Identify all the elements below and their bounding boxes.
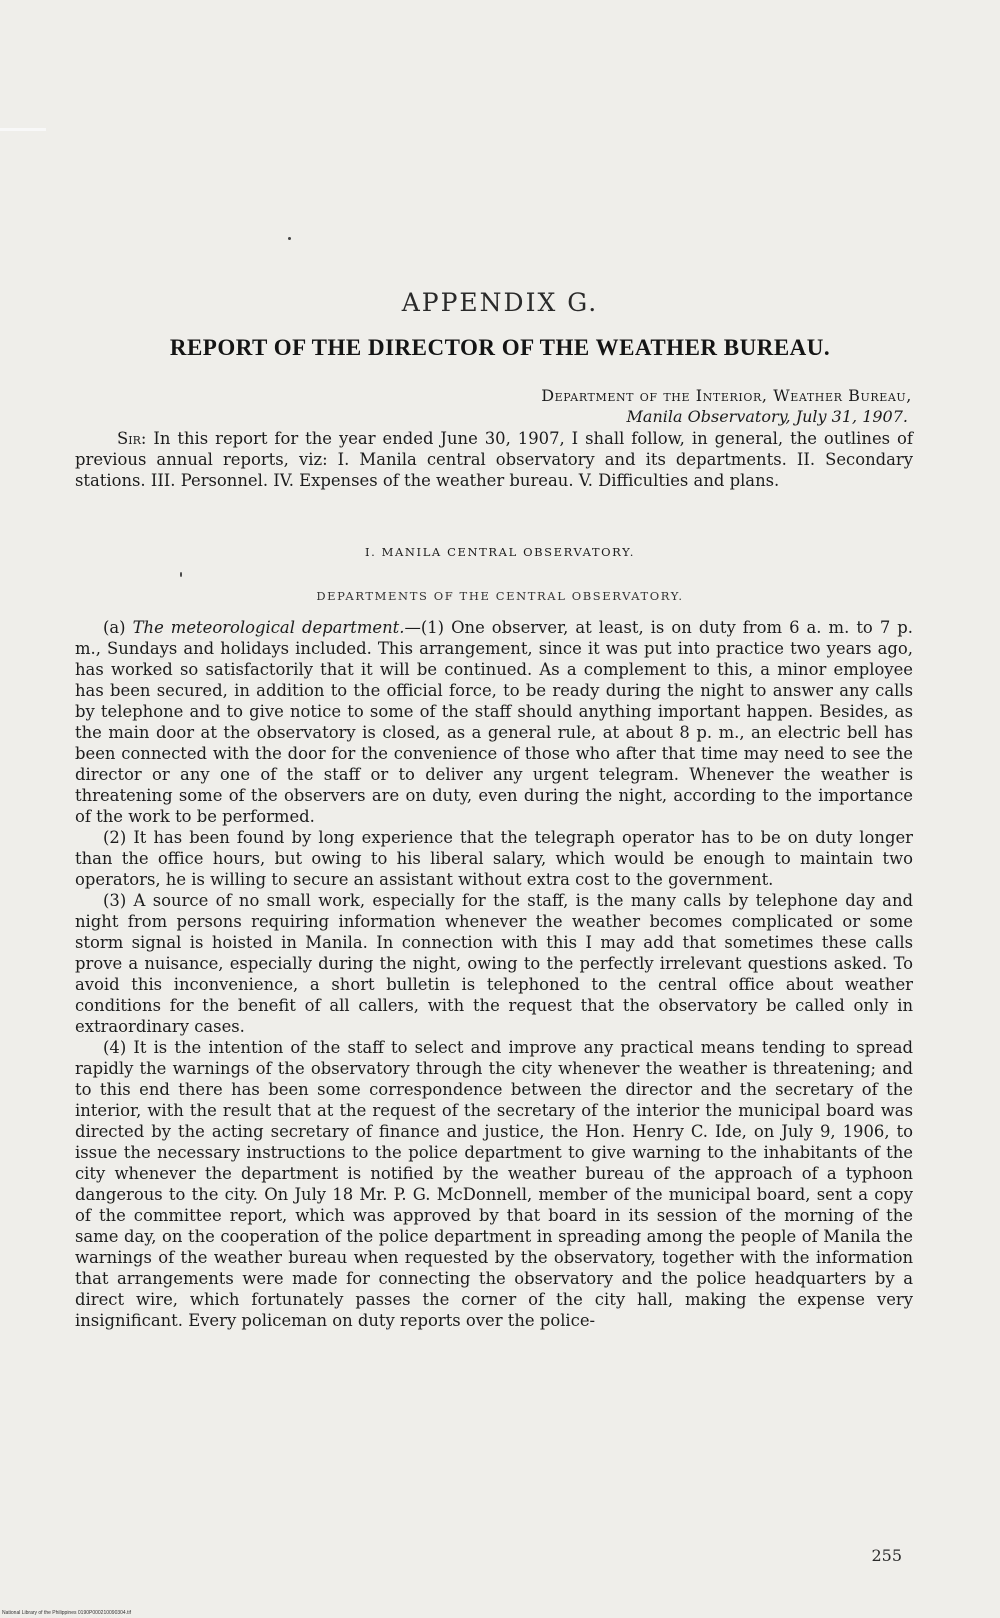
subsection-heading: DEPARTMENTS OF THE CENTRAL OBSERVATORY. — [316, 589, 684, 603]
paragraph-3: (3) A source of no small work, especially for the staff, is the many calls by telephone day and night from persons requiring information whenever the weather becomes complicated or some storm signal is hoisted in Manila. In connection with this I may add that sometimes these calls prove a nuisance, especially during the night, owing to the perfectly irrelevant questions asked. To avoid this inconvenience, a short bulletin is telephoned to the central office about weather conditions for the benefit of all callers, with the request that the observatory be called only in extraordinary cases. — [75, 891, 913, 1036]
paragraph-1 — [75, 617, 913, 827]
salutation: Sir: — [117, 429, 147, 448]
intro-text: In this report for the year ended June 30, 1907, I shall follow, in general, the outlines of previous annual reports, viz: I. Manila central observatory and its departments. II. Secondary stations. III. Personnel. IV. Expenses of the weather bureau. V. Difficulties and plans. — [75, 429, 913, 490]
paragraph-text: —(1) One observer, at least, is on duty from 6 a. m. to 7 p. m., Sundays and holidays included. This arrangement, since it was put into practice two years ago, has worked so satisfactorily that it will be continued. As a complement to this, a minor employee has been secured, in addition to the official force, to be ready during the night to answer any calls by telephone and to give notice to some of the staff should anything important happen. Besides, as the main door at the observatory is closed, as a general rule, at about 8 p. m., an electric bell has been connected with the door for the convenience of those who after that time may need to see the director or any one of the staff or to deliver any urgent telegram. Whenever the weather is threatening some of the observers are on duty, even during the night, according to the importance of the work to be performed. — [75, 618, 913, 826]
letterhead-department: Department of the Interior, Weather Bureau, — [541, 386, 912, 405]
page-number: 255 — [871, 1546, 902, 1565]
paragraph-4: (4) It is the intention of the staff to select and improve any practical means tending to spread rapidly the warnings of the observatory through the city whenever the weather is threatening; and to this end there has been some correspondence between the director and the secretary of the interior, with the result that at the request of the secretary of the interior the municipal board was directed by the acting secretary of finance and justice, the Hon. Henry C. Ide, on July 9, 1906, to issue the necessary instructions to the police department to give warning to the inhabitants of the city whenever the department is notified by the weather bureau of the approach of a typhoon dangerous to the city. On July 18 Mr. P. G. McDonnell, member of the municipal board, sent a copy of the committee report, which was approved by that board in its session of the morning of the same day, on the cooperation of the police department in spreading among the people of Manila the warnings of the weather bureau when requested by the observatory, together with the information that arrangements were made for connecting the observatory and the police headquarters by a direct wire, which fortunately passes the corner of the city hall, making the expense very insignificant. Every policeman on duty reports over the police- — [75, 1038, 913, 1330]
paragraph-heading: The meteorological department. — [132, 618, 405, 637]
letterhead — [541, 385, 912, 427]
scan-edge-mark — [0, 128, 46, 131]
intro-paragraph — [75, 428, 913, 491]
appendix-heading: APPENDIX G. — [401, 288, 599, 317]
scan-speck — [288, 237, 291, 240]
paragraph-2: (2) It has been found by long experience that the telegraph operator has to be on duty longer than the office hours, but owing to his liberal salary, which would be enough to maintain two operators, he is willing to secure an assistant without extra cost to the government. — [75, 828, 913, 889]
body-text — [75, 617, 913, 1331]
section-heading: I. MANILA CENTRAL OBSERVATORY. — [364, 545, 636, 559]
paragraph-label: (a) — [103, 618, 126, 637]
scan-footer: National Library of the Philippines 0190P000210090304.tif — [2, 1610, 131, 1616]
scan-speck — [180, 572, 182, 577]
report-title: REPORT OF THE DIRECTOR OF THE WEATHER BUREAU. — [169, 335, 831, 360]
letterhead-place-date: Manila Observatory, July 31, 1907. — [626, 407, 908, 426]
